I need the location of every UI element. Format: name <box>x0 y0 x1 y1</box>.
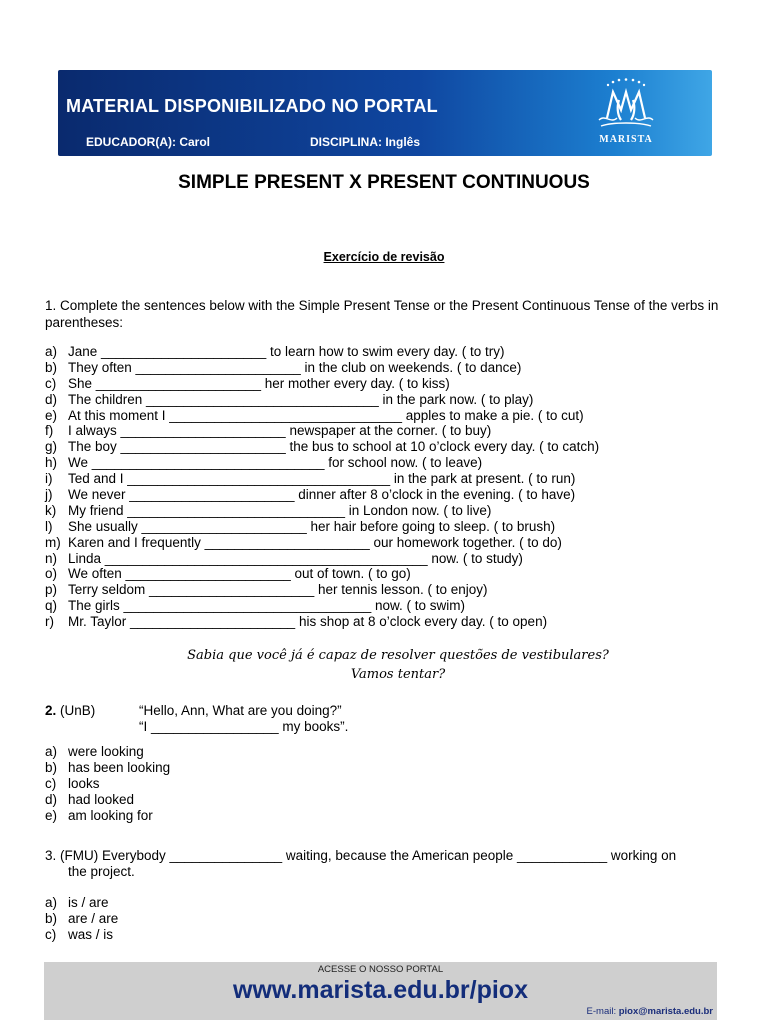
question-2-line-2: “I _________________ my books”. <box>139 719 349 734</box>
question-2-source: (UnB) <box>60 703 96 718</box>
list-item <box>45 792 170 808</box>
option-text: had looked <box>68 791 135 807</box>
option-text: has been looking <box>68 759 171 775</box>
question-3-line-1: 3. (FMU) Everybody _______________ waiting, because the American people ____________ working on <box>45 848 677 863</box>
item-text: We _______________________________ for school now. ( to leave) <box>68 455 483 471</box>
vestibular-prompt: Sabia que você já é capaz de resolver questões de vestibulares? <box>187 648 609 663</box>
page-title: SIMPLE PRESENT X PRESENT CONTINUOUS <box>178 172 590 193</box>
item-text: At this moment I _______________________________ apples to make a pie. ( to cut) <box>68 407 584 423</box>
item-text: Ted and I ___________________________________ in the park at present. ( to run) <box>68 471 576 487</box>
header-banner <box>58 70 712 156</box>
question-3-line-2: the project. <box>68 864 135 879</box>
item-label: e) <box>45 407 58 423</box>
option-label: c) <box>45 926 57 942</box>
item-text: My friend _____________________________ in London now. ( to live) <box>68 502 492 518</box>
item-text: Karen and I frequently ______________________ our homework together. ( to do) <box>68 534 562 550</box>
question-2-options <box>45 744 170 823</box>
list-item <box>45 551 735 567</box>
list-item <box>45 487 735 503</box>
item-text: The boy ______________________ the bus to school at 10 o’clock every day. ( to catch) <box>68 439 600 455</box>
list-item <box>45 408 735 424</box>
item-text: She usually ______________________ her hair before going to sleep. ( to brush) <box>68 518 556 534</box>
item-text: Mr. Taylor ______________________ his shop at 8 o’clock every day. ( to open) <box>68 614 548 630</box>
item-label: f) <box>45 423 54 439</box>
item-label: n) <box>45 550 58 566</box>
vestibular-prompt-2: Vamos tentar? <box>350 667 446 682</box>
item-label: k) <box>45 502 57 518</box>
question-1-list <box>45 344 735 630</box>
portal-link[interactable]: www.marista.edu.br/piox <box>233 976 528 1004</box>
banner-title: MATERIAL DISPONIBILIZADO NO PORTAL <box>66 96 438 116</box>
list-item <box>45 344 735 360</box>
option-label: c) <box>45 775 57 791</box>
list-item <box>45 808 170 824</box>
footer-banner <box>44 962 717 1020</box>
question-1-intro: 1. Complete the sentences below with the Simple Present Tense or the Present Continuous Tense of the verbs in parentheses: <box>45 298 719 330</box>
question-2-number: 2. <box>45 703 57 718</box>
item-label: b) <box>45 359 58 375</box>
item-label: i) <box>45 471 53 487</box>
question-2-header <box>45 703 95 718</box>
list-item <box>45 927 118 943</box>
item-text: The children _______________________________ in the park now. ( to play) <box>68 391 534 407</box>
list-item <box>45 760 170 776</box>
item-label: d) <box>45 391 58 407</box>
exercise-subtitle: Exercício de revisão <box>323 250 445 264</box>
educator-label: EDUCADOR(A): Carol <box>86 135 210 149</box>
option-label: a) <box>45 744 58 759</box>
footer-email <box>587 1006 713 1017</box>
list-item <box>45 471 735 487</box>
question-2-line-1: “Hello, Ann, What are you doing?” <box>139 703 342 718</box>
option-text: looks <box>68 775 100 791</box>
email-link[interactable]: piox@marista.edu.br <box>618 1006 713 1017</box>
item-label: q) <box>45 598 58 614</box>
list-item <box>45 911 118 927</box>
item-text: Jane ______________________ to learn how to swim every day. ( to try) <box>68 344 505 359</box>
option-text: was / is <box>68 926 114 942</box>
list-item <box>45 582 735 598</box>
option-label: b) <box>45 910 58 926</box>
item-text: I always ______________________ newspaper at the corner. ( to buy) <box>68 423 492 439</box>
item-label: p) <box>45 582 58 598</box>
option-text: is / are <box>68 895 109 910</box>
email-label: E-mail: <box>586 1006 617 1017</box>
list-item <box>45 455 735 471</box>
option-text: were looking <box>68 744 144 759</box>
list-item <box>45 503 735 519</box>
item-label: j) <box>45 487 53 503</box>
option-label: e) <box>45 807 58 823</box>
item-text: They often ______________________ in the club on weekends. ( to dance) <box>68 359 522 375</box>
list-item <box>45 439 735 455</box>
question-3-options <box>45 895 118 943</box>
list-item <box>45 376 735 392</box>
list-item <box>45 360 735 376</box>
item-label: m) <box>45 534 61 550</box>
item-label: c) <box>45 375 57 391</box>
item-text: Linda ___________________________________________ now. ( to study) <box>68 550 523 566</box>
list-item <box>45 535 735 551</box>
option-label: b) <box>45 759 58 775</box>
option-text: are / are <box>68 910 119 926</box>
list-item <box>45 614 735 630</box>
marista-emblem-icon <box>591 76 661 132</box>
item-label: l) <box>45 518 53 534</box>
item-label: o) <box>45 566 58 582</box>
footer-tagline: ACESSE O NOSSO PORTAL <box>317 964 444 975</box>
item-text: The girls _________________________________ now. ( to swim) <box>68 598 466 614</box>
item-label: r) <box>45 614 54 630</box>
item-text: She ______________________ her mother every day. ( to kiss) <box>68 375 450 391</box>
item-text: We often ______________________ out of town. ( to go) <box>68 566 411 582</box>
list-item <box>45 519 735 535</box>
option-label: a) <box>45 895 58 910</box>
list-item <box>45 895 118 911</box>
option-label: d) <box>45 791 58 807</box>
list-item <box>45 423 735 439</box>
item-label: g) <box>45 439 58 455</box>
marista-logo <box>586 76 666 152</box>
item-text: We never ______________________ dinner after 8 o’clock in the evening. ( to have) <box>68 487 576 503</box>
item-label: a) <box>45 344 58 359</box>
list-item <box>45 566 735 582</box>
list-item <box>45 392 735 408</box>
item-text: Terry seldom ______________________ her tennis lesson. ( to enjoy) <box>68 582 488 598</box>
item-label: h) <box>45 455 58 471</box>
logo-text: MARISTA <box>599 134 653 145</box>
option-text: am looking for <box>68 807 153 823</box>
list-item <box>45 776 170 792</box>
discipline-label: DISCIPLINA: Inglês <box>310 135 421 149</box>
list-item <box>45 744 170 760</box>
list-item <box>45 598 735 614</box>
